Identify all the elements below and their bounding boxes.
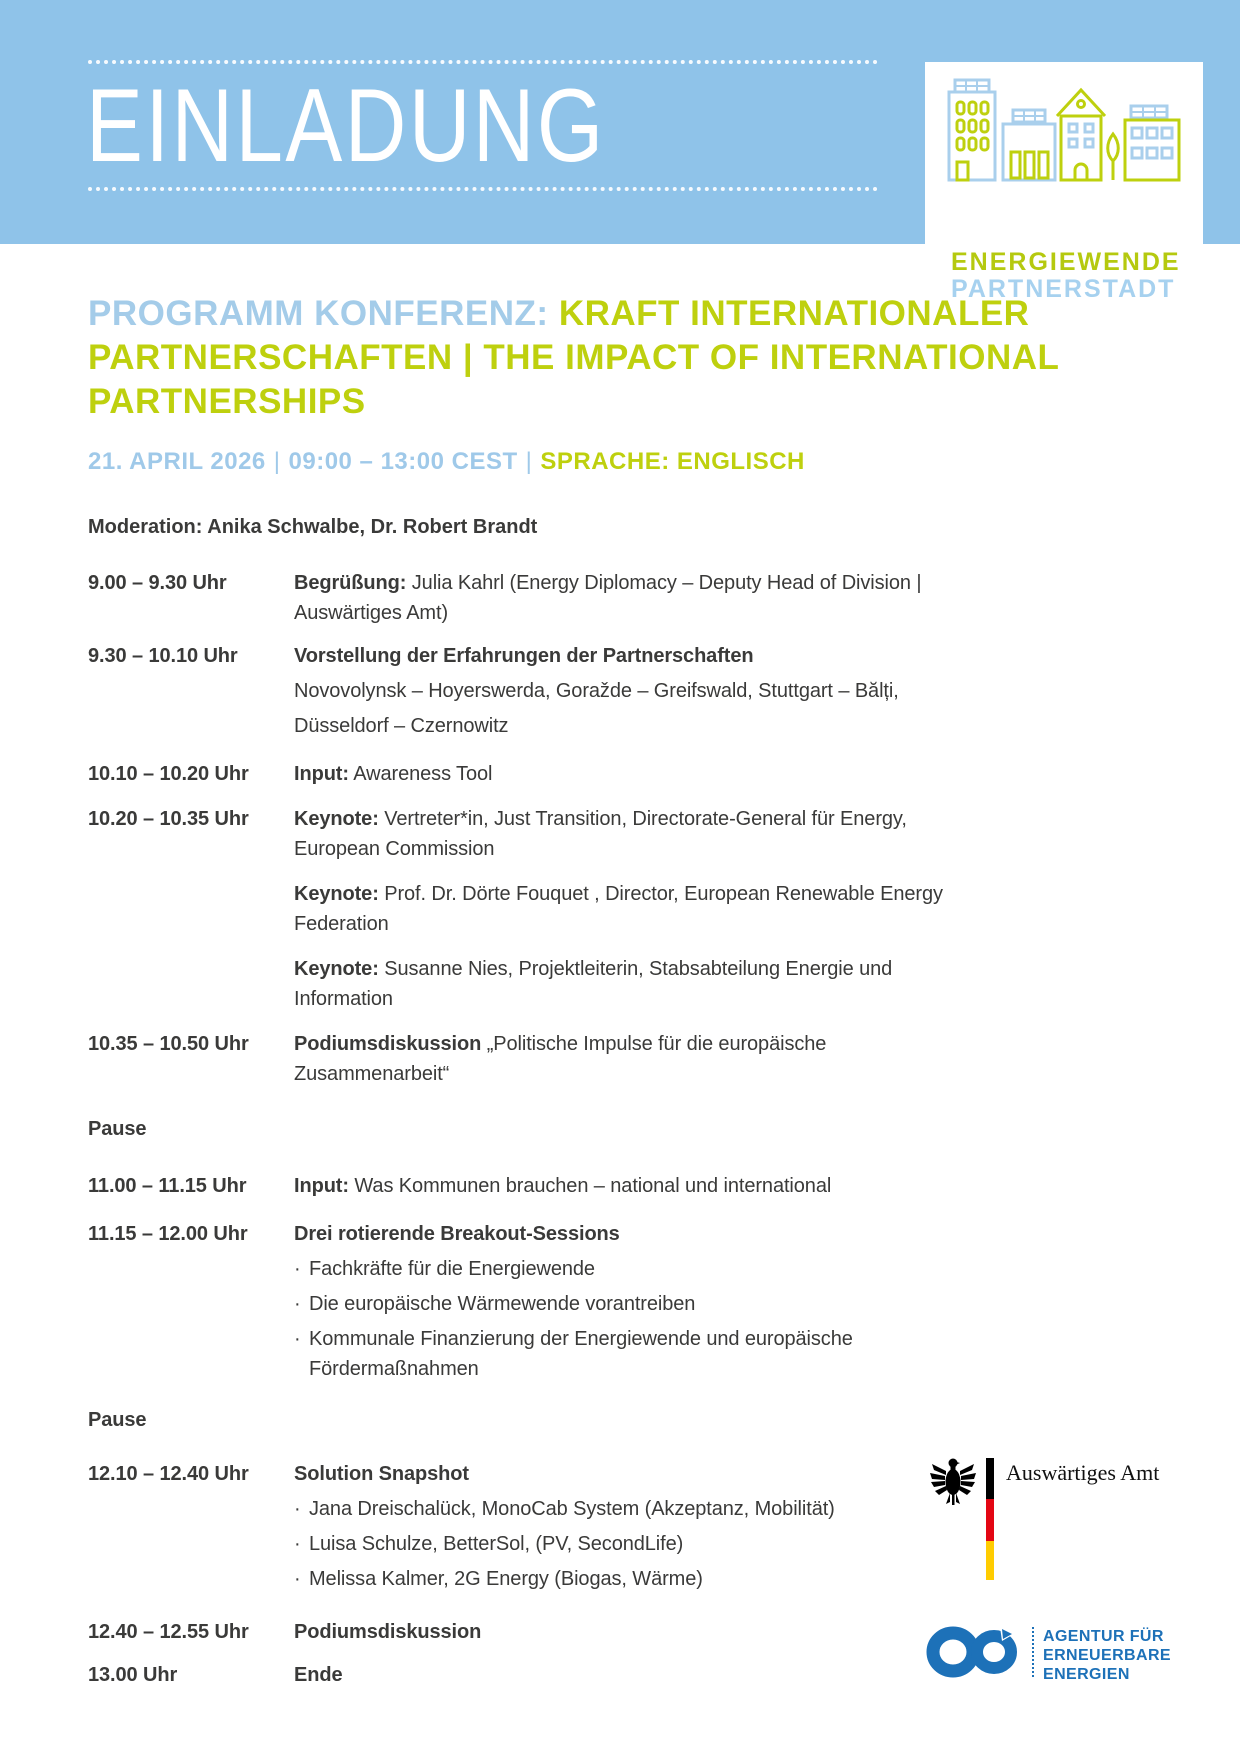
logo-text-energiewende: ENERGIEWENDE (951, 248, 1181, 276)
session-entry (294, 954, 984, 1014)
bullet-text: Melissa Kalmer, 2G Energy (Biogas, Wärme) (309, 1568, 703, 1590)
schedule-row (88, 1029, 1152, 1089)
session-lead: Solution Snapshot (294, 1463, 469, 1485)
bullet-dot: · (294, 1498, 301, 1520)
row-content (294, 568, 984, 628)
schedule-row (88, 804, 1152, 1014)
row-time: 9.00 – 9.30 Uhr (88, 572, 227, 594)
schedule-row (88, 1171, 1152, 1201)
session-lead: Keynote: (294, 808, 379, 830)
schedule-row (88, 759, 1152, 789)
moderation-line: Moderation: Anika Schwalbe, Dr. Robert Brandt (88, 516, 538, 538)
session-lead: Drei rotierende Breakout-Sessions (294, 1223, 620, 1245)
row-time: 10.10 – 10.20 Uhr (88, 763, 249, 785)
row-content (294, 759, 984, 789)
row-time: 12.10 – 12.40 Uhr (88, 1463, 249, 1485)
session-text: Novovolynsk – Hoyerswerda, Goražde – Greifswald, Stuttgart – Bălți, (294, 680, 899, 702)
session-lead: Input: (294, 763, 349, 785)
conference-title (88, 292, 1059, 424)
schedule-row (88, 641, 1152, 741)
bullet-item (294, 1289, 984, 1319)
row-time: 13.00 Uhr (88, 1664, 178, 1686)
session-text: Susanne Nies, Projektleiterin, Stabsabteilung Energie und Information (294, 958, 893, 1010)
row-content (294, 804, 984, 1014)
bullet-text: Jana Dreischalück, MonoCab System (Akzeptanz, Mobilität) (309, 1498, 835, 1520)
session-entry (294, 1219, 984, 1249)
pause-row (88, 1114, 1152, 1144)
row-content (294, 1171, 984, 1201)
row-time: 12.40 – 12.55 Uhr (88, 1621, 249, 1643)
city-skyline-icon (947, 76, 1181, 248)
event-date: 21. APRIL 2026 (88, 448, 266, 475)
aee-label-line1: AGENTUR FÜR (1043, 1628, 1164, 1645)
session-text: Was Kommunen brauchen – national und international (348, 1175, 832, 1197)
session-entry (294, 804, 984, 864)
pause-label: Pause (88, 1118, 147, 1140)
row-content (294, 1617, 984, 1647)
session-lead: Input: (294, 1175, 349, 1197)
session-text: Düsseldorf – Czernowitz (294, 715, 509, 737)
row-time: 11.15 – 12.00 Uhr (88, 1223, 248, 1245)
session-text: Julia Kahrl (Energy Diplomacy – Deputy Head of Division | Auswärtiges Amt) (294, 572, 922, 624)
schedule-row (88, 1219, 1152, 1384)
bullet-dot: · (294, 1293, 301, 1315)
bullet-text: Fachkräfte für die Energiewende (309, 1258, 595, 1280)
dotted-divider-bottom (88, 187, 878, 191)
flag-red-segment (986, 1499, 994, 1541)
aee-label-line3: ENERGIEN (1043, 1666, 1130, 1683)
session-text: Prof. Dr. Dörte Fouquet , Director, European Renewable Energy Federation (294, 883, 943, 935)
row-content (294, 641, 984, 741)
row-time: 9.30 – 10.10 Uhr (88, 645, 238, 667)
event-time: 09:00 – 13:00 CEST (288, 448, 518, 475)
bullet-dot: · (294, 1328, 301, 1350)
flag-black-segment (986, 1458, 994, 1499)
session-entry (294, 1617, 984, 1647)
bullet-text: Kommunale Finanzierung der Energiewende und europäische Fördermaßnahmen (309, 1328, 853, 1380)
row-content (294, 1029, 984, 1089)
meta-separator: | (525, 448, 533, 475)
session-entry (294, 759, 984, 789)
title-line-1 (88, 292, 1059, 336)
logo-text-partnerstadt: PARTNERSTADT (951, 275, 1176, 303)
session-lead: Keynote: (294, 958, 379, 980)
title-line-2: PARTNERSCHAFTEN | THE IMPACT OF INTERNATIONAL (88, 338, 1060, 377)
aee-logo (926, 1624, 1206, 1684)
row-time: 11.00 – 11.15 Uhr (88, 1175, 247, 1197)
german-flag-stripe (986, 1458, 994, 1580)
row-content (294, 1660, 984, 1690)
meta-separator: | (273, 448, 281, 475)
session-entry (294, 641, 984, 671)
row-content (294, 1219, 984, 1384)
session-text: Awareness Tool (348, 763, 493, 785)
session-entry (294, 879, 984, 939)
aee-label-line2: ERNEUERBARE (1043, 1647, 1171, 1664)
bullet-item (294, 1324, 984, 1384)
session-entry (294, 1171, 984, 1201)
title-line-3: PARTNERSHIPS (88, 382, 366, 421)
session-lead: Podiumsdiskussion (294, 1621, 482, 1643)
auswaertiges-amt-logo (928, 1452, 1198, 1584)
row-time: 10.35 – 10.50 Uhr (88, 1033, 249, 1055)
energiewende-partnerstadt-logo (925, 62, 1203, 303)
dotted-divider-top (88, 60, 878, 64)
pause-row (88, 1405, 1152, 1435)
bullet-item (294, 1254, 984, 1284)
bullet-dot: · (294, 1568, 301, 1590)
session-text: „Politische Impulse für die europäische Zusammenarbeit“ (294, 1033, 827, 1085)
auswaertiges-amt-label: Auswärtiges Amt (1006, 1460, 1160, 1485)
page-title: EINLADUNG (86, 68, 606, 184)
aee-dotted-divider (1032, 1627, 1034, 1677)
bullet-item (294, 1564, 984, 1594)
title-part-green-1: KRAFT INTERNATIONALER (558, 294, 1030, 333)
bullet-dot: · (294, 1258, 301, 1280)
aee-label (1043, 1627, 1171, 1684)
bullet-item (294, 1494, 984, 1524)
row-content (294, 1459, 984, 1594)
title-part-blue: PROGRAMM KONFERENZ: (88, 294, 559, 333)
session-entry (294, 568, 984, 628)
session-lead: Vorstellung der Erfahrungen der Partnerschaften (294, 645, 754, 667)
bullet-dot: · (294, 1533, 301, 1555)
session-entry (294, 1029, 984, 1089)
session-entry (294, 711, 984, 741)
schedule-row (88, 568, 1152, 628)
event-meta (88, 447, 805, 477)
session-lead: Keynote: (294, 883, 379, 905)
bullet-text: Die europäische Wärmewende vorantreiben (309, 1293, 696, 1315)
pause-label: Pause (88, 1409, 147, 1431)
session-text: Vertreter*in, Just Transition, Directorate-General für Energy, European Commission (294, 808, 907, 860)
session-entry (294, 676, 984, 706)
federal-eagle-icon (930, 1456, 976, 1506)
session-entry (294, 1459, 984, 1489)
session-lead: Ende (294, 1664, 343, 1686)
session-lead: Podiumsdiskussion (294, 1033, 482, 1055)
bullet-item (294, 1529, 984, 1559)
session-lead: Begrüßung: (294, 572, 407, 594)
infinity-icon (926, 1626, 1026, 1678)
event-language: SPRACHE: ENGLISCH (540, 448, 805, 475)
session-entry (294, 1660, 984, 1690)
flag-gold-segment (986, 1541, 994, 1580)
bullet-text: Luisa Schulze, BetterSol, (PV, SecondLife) (309, 1533, 684, 1555)
row-time: 10.20 – 10.35 Uhr (88, 808, 249, 830)
